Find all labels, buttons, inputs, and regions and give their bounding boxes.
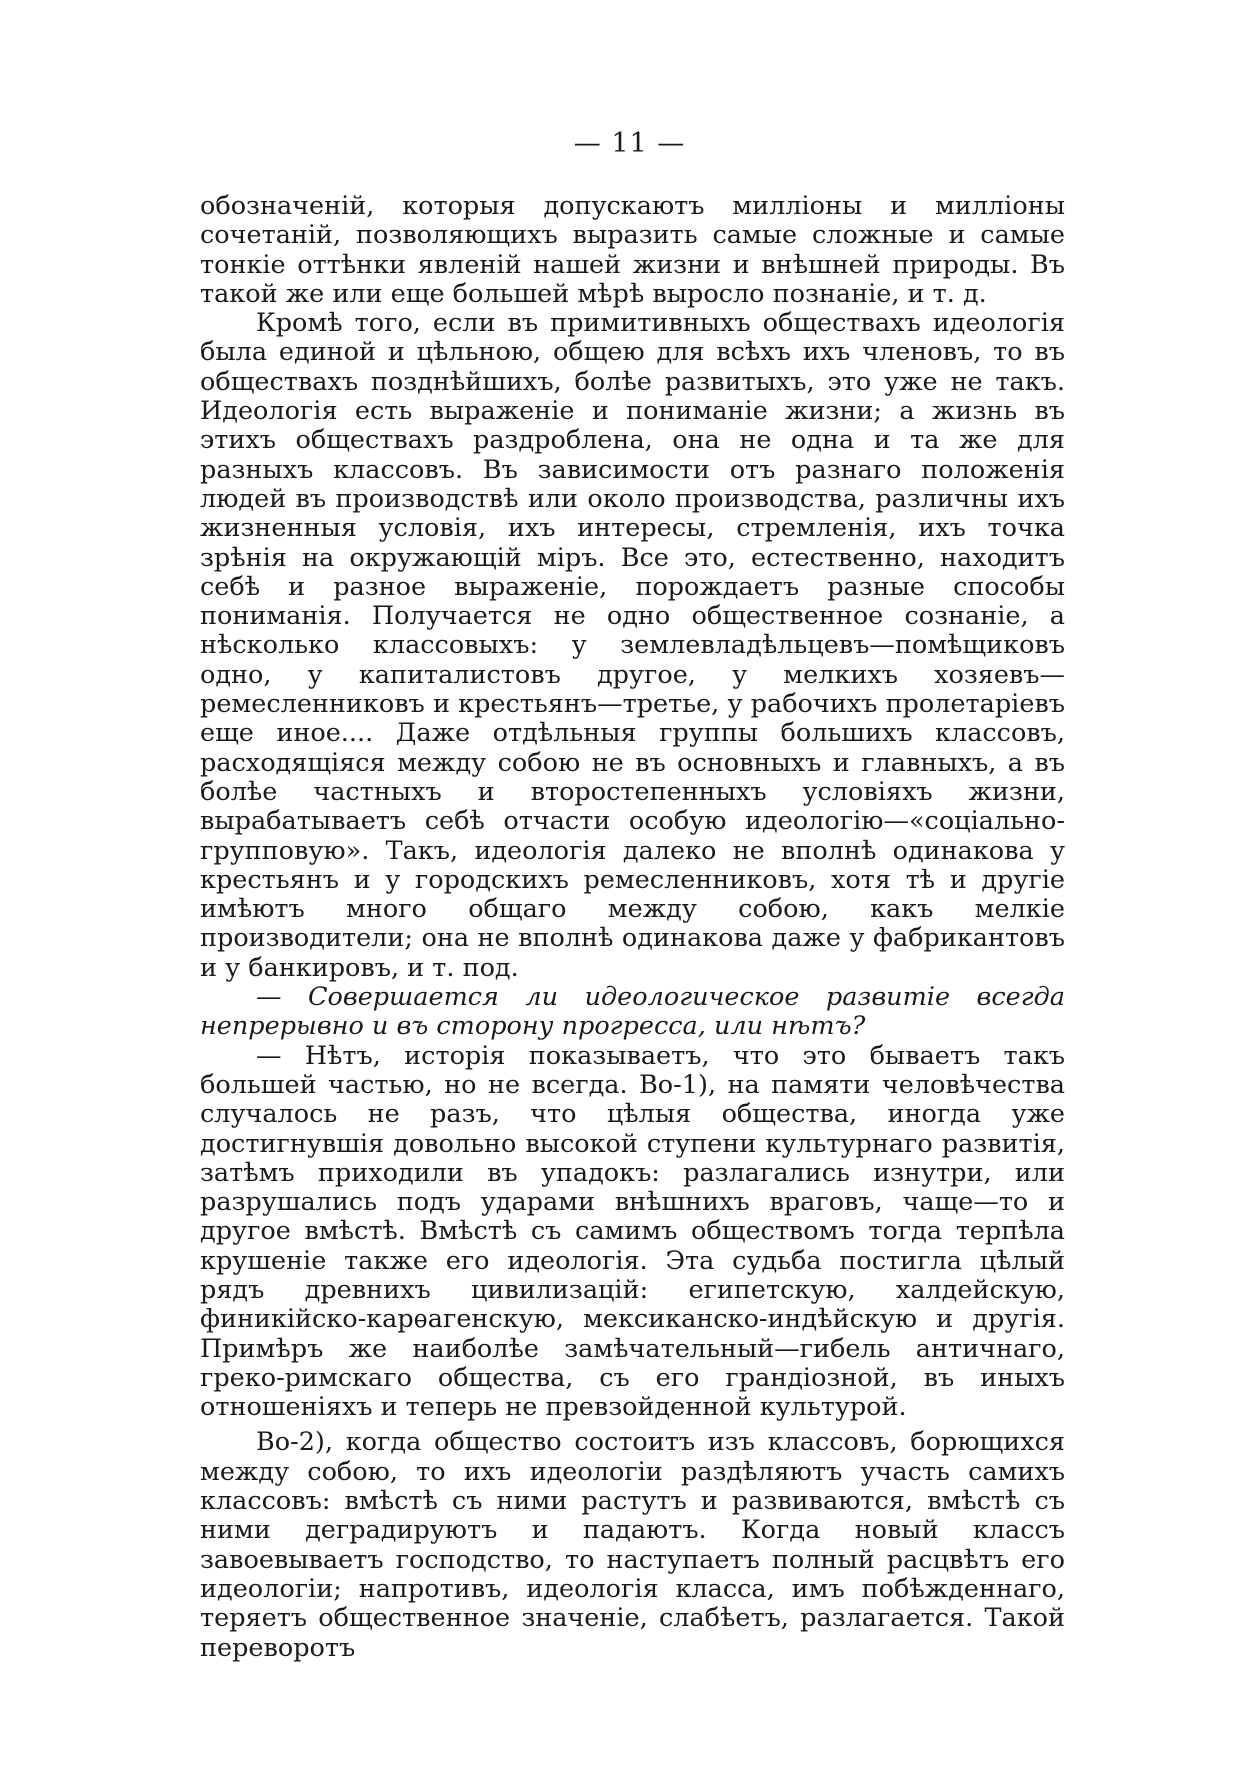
paragraph-2: Кромѣ того, если въ примитивныхъ обществахъ идеологія была единой и цѣльною, общею для всѣхъ ихъ членовъ, то въ обществахъ позднѣйшихъ, болѣе развитыхъ, это уже не такъ. Идеологія есть выраженіе и пониманіе жизни; а жизнь въ этихъ обществахъ раздроблена, она не одна и та же для разныхъ классовъ. Въ зависимости отъ разнаго положенія людей въ производствѣ или около производства, различны ихъ жизненныя условія, ихъ интересы, стремленія, ихъ точка зрѣнія на окружающій міръ. Все это, естественно, находитъ себѣ и разное выраженіе, порождаетъ разные способы пониманія. Получается не одно общественное сознаніе, а нѣсколько классовыхъ: у землевладѣльцевъ—помѣщиковъ одно, у капиталистовъ другое, у мелкихъ хозяевъ—ремесленниковъ и крестьянъ—третье, у рабочихъ пролетаріевъ еще иное.... Даже отдѣльныя группы большихъ классовъ, расходящіяся между собою не въ основныхъ и главныхъ, а въ болѣе частныхъ и второстепенныхъ условіяхъ жизни, вырабатываетъ себѣ отчасти особую идеологію—«соціально-групповую». Такъ, идеологія далеко не вполнѣ одинакова у крестьянъ и у городскихъ ремесленниковъ, хотя тѣ и другіе имѣютъ много общаго между собою, какъ мелкіе производители; она не вполнѣ одинакова даже у фабрикантовъ и у банкировъ, и т. под. — [200, 308, 1065, 983]
body-text — [200, 192, 1065, 1663]
page-number: — 11 — — [573, 128, 686, 159]
paragraph-4: — Нѣтъ, исторія показываетъ, что это бываетъ такъ большей частью, но не всегда. Во-1), на памяти человѣчества случалось не разъ, что цѣлыя общества, иногда уже достигнувшія довольно высокой ступени культурнаго развитія, затѣмъ приходили въ упадокъ: разлагались изнутри, или разрушались подъ ударами внѣшнихъ враговъ, чаще—то и другое вмѣстѣ. Вмѣстѣ съ самимъ обществомъ тогда терпѣла крушеніе также его идеологія. Эта судьба постигла цѣлый рядъ древнихъ цивилизацій: египетскую, халдейскую, финикійско-карѳагенскую, мексиканско-индѣйскую и другія. Примѣръ же наиболѣе замѣчательный—гибель античнаго, греко-римскаго общества, съ его грандіозной, въ иныхъ отношеніяхъ и теперь не превзойденной культурой. — [200, 1040, 1065, 1423]
question-paragraph: — Совершается ли идеологическое развитіе всегда непрерывно и въ сторону прогресса, или нѣтъ? — [200, 982, 1065, 1042]
paragraph-1: обозначеній, которыя допускаютъ милліоны и милліоны сочетаній, позволяющихъ выразить самые сложные и самые тонкіе оттѣнки явленій нашей жизни и внѣшней природы. Въ такой же или еще большей мѣрѣ выросло познаніе, и т. д. — [200, 191, 1065, 309]
paragraph-5: Во-2), когда общество состоитъ изъ классовъ, борющихся между собою, то ихъ идеологіи раздѣляютъ участь самихъ классовъ: вмѣстѣ съ ними растутъ и развиваются, вмѣстѣ съ ними деградируютъ и падаютъ. Когда новый классъ завоевываетъ господство, то наступаетъ полный расцвѣтъ его идеологіи; напротивъ, идеологія класса, имъ побѣжденнаго, теряетъ общественное значеніе, слабѣетъ, разлагается. Такой переворотъ — [200, 1427, 1065, 1663]
